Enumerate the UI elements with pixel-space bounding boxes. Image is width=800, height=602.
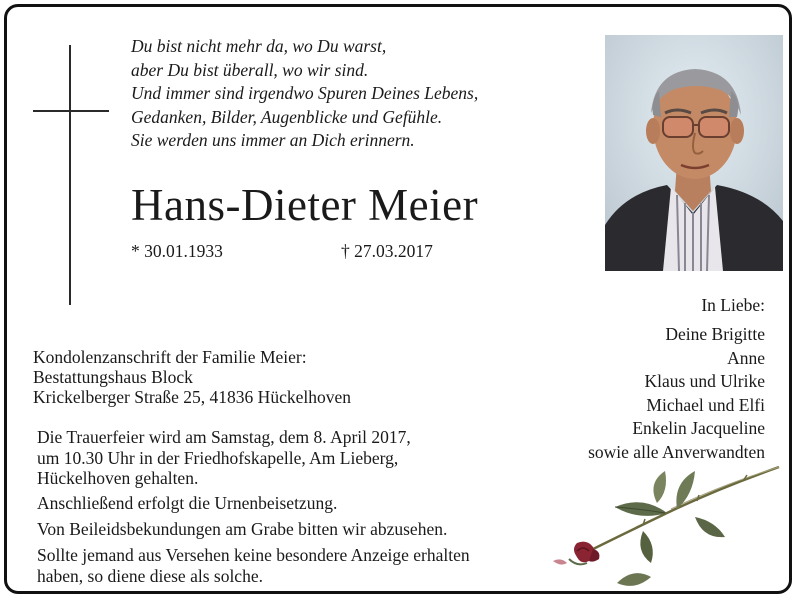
mourner-name: sowie alle Anverwandten [588, 441, 765, 462]
ceremony-line: Die Trauerfeier wird am Samstag, dem 8. April 2017, [37, 427, 411, 447]
address-line: Kondolenzanschrift der Familie Meier: [33, 347, 307, 367]
obituary-card [4, 4, 792, 594]
cross-horizontal-bar [33, 110, 109, 112]
mourners-list [588, 323, 765, 465]
poem-line: Du bist nicht mehr da, wo Du warst, [131, 36, 387, 56]
portrait-photo [605, 35, 783, 271]
deceased-name: Hans-Dieter Meier [131, 180, 479, 230]
mourner-name: Anne [727, 347, 765, 368]
mourner-name: Michael und Elfi [646, 394, 765, 415]
poem-line: aber Du bist überall, wo wir sind. [131, 59, 369, 80]
ceremony-line: Hückelhoven gehalten. [37, 468, 199, 488]
mourner-name: Enkelin Jacqueline [632, 418, 765, 439]
urn-burial-notice: Anschließend erfolgt die Urnenbeisetzung. [37, 493, 338, 513]
closing-note [37, 545, 470, 586]
closing-line: haben, so diene diese als solche. [37, 565, 263, 586]
poem-line: Sie werden uns immer an Dich erinnern. [131, 130, 415, 150]
portrait-illustration [605, 35, 783, 271]
closing-line: Sollte jemand aus Versehen keine besondere Anzeige erhalten [37, 545, 470, 565]
in-love-heading: In Liebe: [701, 295, 765, 315]
ceremony-line: um 10.30 Uhr in der Friedhofskapelle, Am Lieberg, [37, 447, 399, 468]
memorial-poem [131, 35, 571, 153]
death-date: † 27.03.2017 [341, 241, 433, 261]
birth-date: * 30.01.1933 [131, 241, 223, 261]
condolence-note: Von Beileidsbekundungen am Grabe bitten wir abzusehen. [37, 519, 448, 539]
mourner-name: Deine Brigitte [665, 324, 765, 344]
mourner-name: Klaus und Ulrike [644, 371, 765, 392]
poem-line: Und immer sind irgendwo Spuren Deines Lebens, [131, 83, 479, 103]
address-line: Bestattungshaus Block [33, 367, 193, 387]
cross-vertical-bar [69, 45, 71, 305]
condolence-address [33, 347, 351, 407]
poem-line: Gedanken, Bilder, Augenblicke und Gefühle. [131, 106, 443, 127]
ceremony-notice [37, 427, 411, 489]
address-line: Krickelberger Straße 25, 41836 Hückelhoven [33, 387, 351, 407]
rose-illustration [547, 459, 787, 595]
